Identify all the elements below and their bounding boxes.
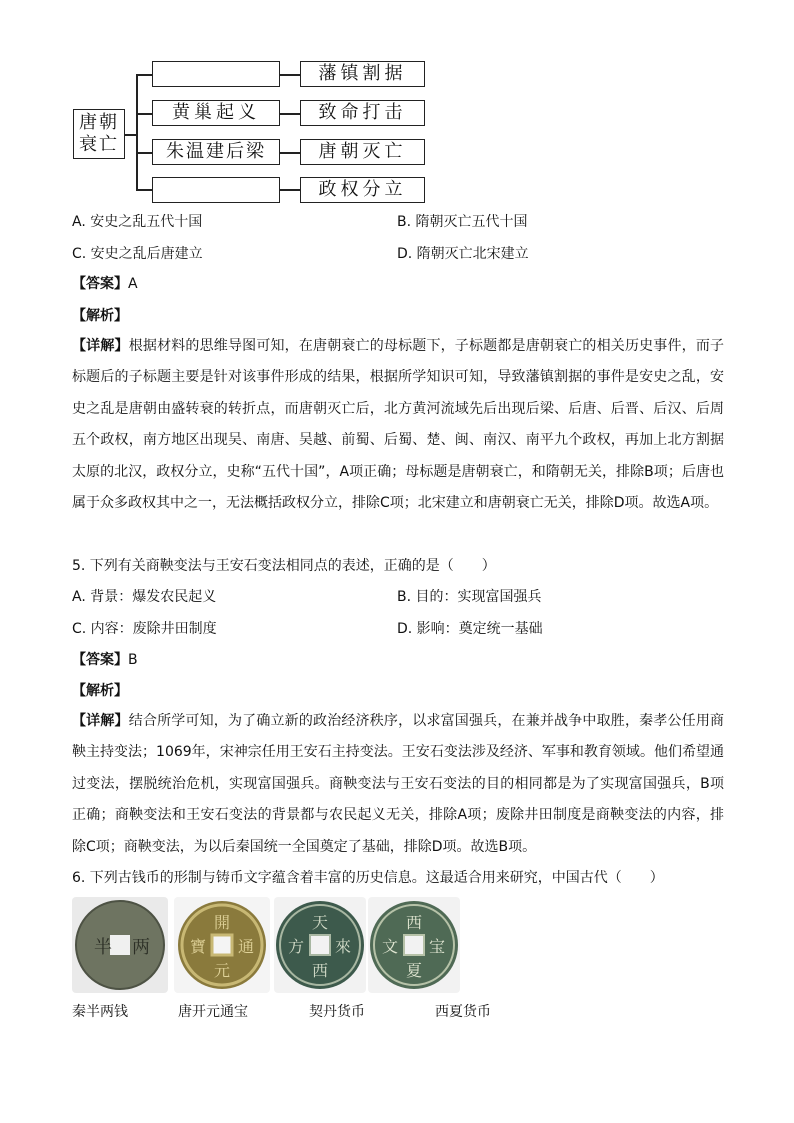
q4-answer [72,274,138,294]
coin-image-1 [72,897,168,993]
right-box-4: 政权分立 [300,177,425,203]
link-line-2 [280,113,301,115]
left-box-3: 朱温建后梁 [152,139,280,165]
coin-image-2 [174,897,270,993]
q5-option-c: C. 内容：废除井田制度 [72,621,217,637]
coin-inscription: 夏 [406,961,423,980]
coin-inscription: 西 [406,913,423,932]
coin-inscription: 開 [214,913,231,932]
q5-option-b: B. 目的：实现富国强兵 [397,589,542,605]
q4-option-a: A. 安史之乱五代十国 [72,214,203,230]
coin-inscription: 寶 [190,937,207,956]
right-box-3: 唐朝灭亡 [300,139,425,165]
coin-caption-1: 秦半两钱 [72,1004,128,1020]
q5-analysis-label: 【解析】 [72,683,128,699]
left-box-2: 黄巢起义 [152,100,280,126]
coin-inscription: 西 [312,961,329,980]
right-box-1: 藩镇割据 [300,61,425,87]
coin-caption-4: 西夏货币 [435,1004,491,1020]
q4-option-c: C. 安史之乱后唐建立 [72,246,203,262]
link-line-1 [280,74,301,76]
branch-line-2 [136,113,153,115]
q5-detail [72,706,724,863]
answer-value: A [128,276,138,292]
detail-label: 【详解】 [72,713,129,729]
coin-inscription: 两 [132,937,150,958]
q4-option-d: D. 隋朝灭亡北宋建立 [397,246,529,262]
q4-option-b: B. 隋朝灭亡五代十国 [397,214,528,230]
right-box-2: 致命打击 [300,100,425,126]
trunk-line [136,74,138,190]
root-box: 唐朝衰亡 [73,109,125,159]
q4-detail [72,331,724,519]
branch-line-3 [136,152,153,154]
q6-question: 6. 下列古钱币的形制与铸币文字蕴含着丰富的历史信息。这最适合用来研究，中国古代（ ） [72,870,664,886]
coin-inscription: 方 [288,937,305,956]
left-box-4 [152,177,280,203]
left-box-1 [152,61,280,87]
answer-label: 【答案】 [72,652,128,668]
coin-caption-3: 契丹货币 [309,1004,365,1020]
branch-line-4 [136,189,153,191]
coin-inscription: 通 [238,937,255,956]
coin-inscription: 來 [335,937,352,956]
q5-answer [72,650,138,670]
coin-inscription: 元 [214,961,231,980]
coin-inscription: 文 [382,937,399,956]
coin-image-4 [368,897,460,993]
link-line-3 [280,152,301,154]
link-line-4 [280,189,301,191]
q5-option-a: A. 背景：爆发农民起义 [72,589,217,605]
q5-question: 5. 下列有关商鞅变法与王安石变法相同点的表述，正确的是（ ） [72,558,496,574]
answer-label: 【答案】 [72,276,128,292]
detail-text: 根据材料的思维导图可知，在唐朝衰亡的母标题下，子标题都是唐朝衰亡的相关历史事件，而子标题后的子标题主要是针对该事件形成的结果，根据所学知识可知，导致藩镇割据的事件是安史之乱，安史之乱是唐朝由盛转衰的转折点，而唐朝灭亡后，北方黄河流域先后出现后梁、后唐、后晋、后汉、后周五个政权，南方地区出现吴、南唐、吴越、前蜀、后蜀、楚、闽、南汉、南平九个政权，再加上北方割据太原的北汉，政权分立，史称“五代十国”，A项正确；母标题是唐朝衰亡，和隋朝无关，排除B项；后唐也属于众多政权其中之一，无法概括政权分立，排除C项；北宋建立和唐朝衰亡无关，排除D项。故选A项。 [72,338,725,512]
coin-caption-2: 唐开元通宝 [178,1004,248,1020]
q4-analysis-label: 【解析】 [72,308,128,324]
answer-value: B [128,652,138,668]
detail-label: 【详解】 [72,338,129,354]
detail-text: 结合所学可知，为了确立新的政治经济秩序，以求富国强兵，在兼并战争中取胜，秦孝公任用商鞅主持变法；1069年，宋神宗任用王安石主持变法。王安石变法涉及经济、军事和教育领域。他们希望通过变法，摆脱统治危机，实现富国强兵。商鞅变法与王安石变法的目的相同都是为了实现富国强兵，B项正确；商鞅变法和王安石变法的背景都与农民起义无关，排除A项；废除井田制度是商鞅变法的内容，排除C项；商鞅变法，为以后秦国统一全国奠定了基础，排除D项。故选B项。 [72,713,725,855]
coin-inscription: 半 [94,937,112,958]
q5-option-d: D. 影响：奠定统一基础 [397,621,543,637]
coin-image-3 [274,897,366,993]
coin-inscription: 宝 [429,937,446,956]
coin-inscription: 天 [312,913,329,932]
branch-line-1 [136,74,153,76]
